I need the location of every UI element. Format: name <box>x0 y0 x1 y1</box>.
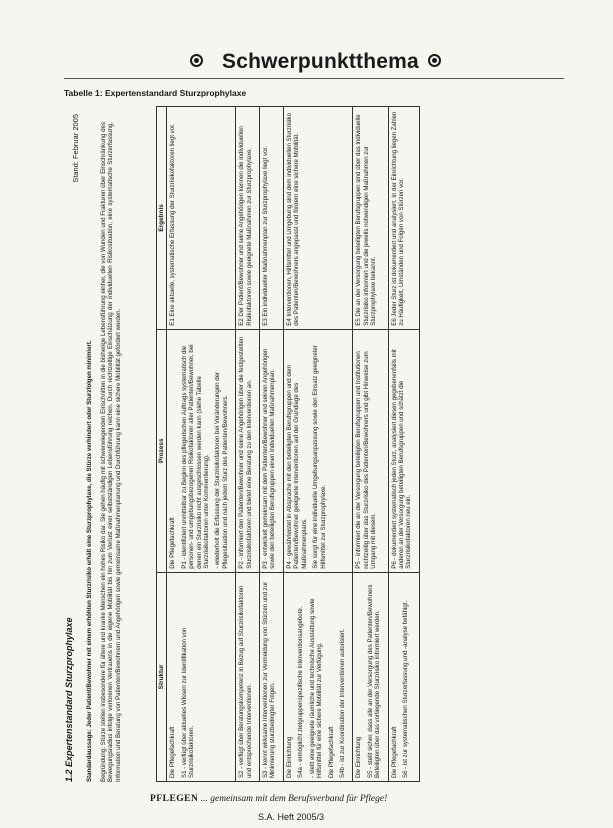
footer-slogan <box>150 794 387 804</box>
table-row <box>353 107 388 782</box>
issue-reference: S.A. Heft 2005/3 <box>258 812 325 822</box>
struktur-text: S6 - ist zur systematischen Sturzerfassung und -analyse befähigt. <box>401 600 409 778</box>
page-title: Schwerpunktthema <box>222 50 419 73</box>
prozess-text: P4 - gewährleistet in Absprache mit den beteiligten Berufsgruppen und dem Patienten/Bewohner geeignete Interventionen auf der Grundlage des Maßnahmenplans. <box>285 364 308 569</box>
struktur-text: Die Einrichtung <box>355 736 363 778</box>
prozess-text: Sie sorgt für eine individuelle Umgebungsanpassung sowie den Einsatz geeigneter Hilfsmittel zur Sturzprophylaxe. <box>312 345 327 569</box>
prozess-text: - wiederholt die Erfassung der Sturzrisikofaktoren bei Veränderungen der Pflegesituation und nach jedem Sturz des Patienten/Bewohners. <box>214 371 229 569</box>
rationale-paragraph: Begründung: Stürze stellen insbesondere für ältere und kranke Menschen ein hohes Risiko dar. Sie gehen häufig mit schwerwiegenden Einschnitten in die bisherige Lebensführung einher, die von Wunden und Frakturen über Einschränkung des Bewegungsradius infolge verlorenen Vertrauens in die eigene Mobilität bis hin zum Verlust einer selbstständigen Lebensführung reichen. Durch rechtzeitige Einschätzung der individuellen Risikosituation, eine systematische Sturzerfassung, Information und Beratung von Patienten/Bewohnern und Angehörigen sowie gemeinsame Maßnahmenplanung und Durchführung kann eine sichere Mobilität gefördert werden. <box>100 122 122 782</box>
cell-struktur <box>353 572 388 781</box>
cell-prozess <box>167 329 236 572</box>
standard-table <box>156 106 420 782</box>
struktur-text: Die Einrichtung <box>285 736 293 778</box>
prozess-text: P6 - dokumentiert systematisch jeden Sturz, analysiert diesen gegebenenfalls mit anderen an der Versorgung beteiligten Berufsgruppen und schätzt die Sturzrisikofaktoren neu ein. <box>390 349 413 569</box>
struktur-text: - stellt eine geeignete räumliche und technische Ausstattung sowie Hilfsmittel für eine sichere Mobilität zur Verfügung. <box>308 598 324 778</box>
cell-prozess <box>236 329 260 572</box>
cell-prozess <box>353 329 388 572</box>
cell-struktur <box>283 572 352 781</box>
cell-ergebnis <box>388 107 419 330</box>
table-row <box>167 107 236 782</box>
prozess-text: P1 - identifiziert unmittelbar zu Beginn des pflegerischen Auftrags systematisch die personen- und umgebungsbezogenen Risikofaktoren aller Patienten/Bewohner, bei denen ein Sturzrisiko nicht ausgeschlossen werden kann (siehe Tabelle Sturzrisikofaktoren unter Kommentierung). <box>180 344 211 569</box>
table-row <box>236 107 260 782</box>
prozess-text: Die Pflegefachkraft <box>169 517 177 569</box>
struktur-text: S1 - verfügt über aktuelles Wissen zur Identifikation von Sturzrisikofaktoren. <box>180 627 196 778</box>
struktur-text: S3 - kennt wirksame Interventionen zur Vermeidung von Stürzen und zur Minimierung sturzbedingter Folgen. <box>262 581 277 778</box>
struktur-text: Die Pflegefachkraft <box>327 726 335 778</box>
prozess-text: P5 - informiert die an der Versorgung beteiligten Berufsgruppen und Institutionen rechtzeitig über das Sturzrisiko des Patienten/Bewohners und gibt Hinweise zum Umgang mit diesem. <box>355 351 378 569</box>
cell-struktur <box>260 572 284 781</box>
column-header-struktur: Struktur <box>157 572 167 781</box>
table-row <box>260 107 284 782</box>
prozess-text: P2 - informiert den Patienten/Bewohner und seine Angehörigen über die festgestellten Sturzrisikofaktoren und bietet eine Beratung zu den Interventionen an. <box>238 336 253 569</box>
footer-tagline: ... gemeinsam mit dem Berufsverband für Pflege! <box>200 794 388 804</box>
cell-prozess <box>260 329 284 572</box>
cell-struktur <box>236 572 260 781</box>
rotated-table-content <box>64 100 564 786</box>
cell-prozess <box>283 329 352 572</box>
struktur-text: S4a - ermöglicht zielgruppenspezifische Interventionsangebote. <box>297 606 305 778</box>
table-header-row <box>157 107 167 782</box>
rotated-page-region <box>64 100 564 786</box>
cell-struktur <box>167 572 236 781</box>
table-row <box>388 107 419 782</box>
column-header-ergebnis: Ergebnis <box>157 107 167 330</box>
date-label: Stand: Februar 2005 <box>71 114 80 183</box>
struktur-text: S2 - verfügt über Beratungskompetenz in Bezug auf Sturzrisikofaktoren und entsprechende Interventionen. <box>238 585 253 778</box>
ergebnis-text: E2 Der Patient/Bewohner und seine Angehörigen kennen die individuellen Risikofaktoren sowie geeignete Maßnahmen zur Sturzprophylaxe. <box>238 126 253 326</box>
ergebnis-text: E4 Interventionen, Hilfsmittel und Umgebung sind dem individuellen Sturzrisiko des Patienten/Bewohners angepasst und fördern eine sichere Mobilität. <box>285 113 301 326</box>
ergebnis-text: E1 Eine aktuelle, systematische Erfassung der Sturzrisikofaktoren liegt vor. <box>169 123 177 326</box>
cell-struktur <box>388 572 419 781</box>
struktur-text: Die Pflegefachkraft <box>169 726 177 778</box>
standard-statement: Standardaussage: Jeder Patient/Bewohner mit einem erhöhten Sturzrisiko erhält eine Sturzprophylaxe, die Stürze verhindert oder Sturzfolgen minimiert. <box>86 340 93 782</box>
cell-ergebnis <box>283 107 352 330</box>
footer-brand: PFLEGEN <box>150 794 199 804</box>
cell-ergebnis <box>236 107 260 330</box>
struktur-text: S5 - stellt sicher, dass alle an der Versorgung des Patienten/Bewohners Beteiligten über das vorliegende Sturzrisiko informiert werden. <box>366 584 382 778</box>
bullet-icon <box>428 54 441 67</box>
section-title: 1.2 Expertenstandard Sturzprophylaxe <box>64 617 74 782</box>
cell-ergebnis <box>167 107 236 330</box>
header-rule <box>64 78 564 79</box>
column-header-prozess: Prozess <box>157 329 167 572</box>
cell-prozess <box>388 329 419 572</box>
ergebnis-text: E5 Die an der Versorgung beteiligten Berufsgruppen sind über das individuelle Sturzrisiko informiert und die jeweils notwendigen Maßnahmen zur Sturzprophylaxe bekannt. <box>355 114 378 326</box>
bullet-icon <box>190 54 203 67</box>
table-caption: Tabelle 1: Expertenstandard Sturzprophylaxe <box>64 88 247 98</box>
table-body <box>167 107 419 782</box>
prozess-text: P3 - entwickelt gemeinsam mit dem Patienten/Bewohner und seinen Angehörigen sowie den beteiligten Berufsgruppen einen individuellen Maßnahmenplan. <box>262 348 277 569</box>
table-row <box>283 107 352 782</box>
cell-ergebnis <box>260 107 284 330</box>
struktur-text: S4b - ist zur Koordination der Interventionen autorisiert. <box>338 628 346 778</box>
page-header <box>0 44 613 78</box>
ergebnis-text: E3 Ein individueller Maßnahmenplan zur Sturzprophylaxe liegt vor. <box>262 146 270 326</box>
cell-ergebnis <box>353 107 388 330</box>
struktur-text: Die Pflegefachkraft <box>390 726 398 778</box>
ergebnis-text: E6 Jeder Sturz ist dokumentiert und analysiert. In der Einrichtung liegen Zahlen zu Häufigkeit, Umständen und Folgen von Stürzen vor. <box>390 111 405 326</box>
